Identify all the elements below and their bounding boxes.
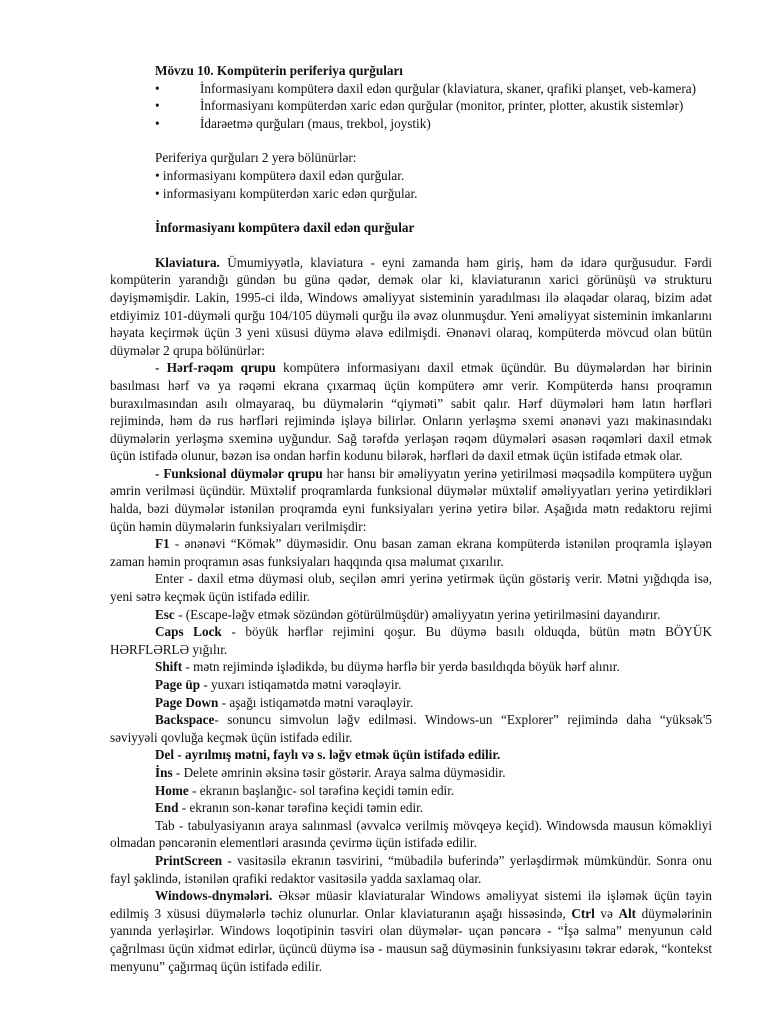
function-group-paragraph <box>110 465 712 535</box>
key-term: PrintScreen <box>155 852 223 868</box>
windows-keys-paragraph <box>110 887 712 975</box>
key-text: - yuxarı istiqamətdə mətni vərəqləyir. <box>200 677 402 692</box>
alphanumeric-group-paragraph <box>110 359 712 465</box>
windows-keys-term: Windows-dnymələri. <box>155 888 273 904</box>
key-text: Tab - tabulyasiyanın araya salınmasl (əvvəlcə verilmiş mövqeyə keçid). Windowsda mausun köməkliyi olmadan pəncərənin elementləri arasında çevirmə üçün istifadə edilir. <box>110 817 712 851</box>
key-page-up <box>110 676 712 694</box>
key-enter <box>110 570 712 605</box>
key-text: - ənənəvi “Kömək” düyməsidir. Onu basan zaman ekrana kompüterdə istənilən proqramla işləyən zaman həmin proqramın əsas funksiyaları haqqında qısa məlumat çıxarılır. <box>110 536 712 569</box>
key-caps-lock <box>110 623 712 658</box>
keyboard-paragraph <box>110 254 712 360</box>
key-term: F1 <box>155 536 170 552</box>
key-text: - ekranın başlanğıc- sol tərəfinə keçidi təmin edir. <box>188 782 455 798</box>
key-term: Home <box>155 782 189 798</box>
key-esc <box>110 606 712 624</box>
bullet-control-devices <box>110 115 712 133</box>
division-item: • informasiyanı kompüterə daxil edən qurğular. <box>155 167 405 183</box>
key-term: Del - ayrılmış mətni, faylı və s. ləğv etmək üçün istifadə edilir. <box>155 747 501 763</box>
key-term: Backspace <box>155 712 215 728</box>
bullet-input-devices <box>110 80 712 98</box>
alphanumeric-group-term: - Hərf-rəqəm qrupu <box>155 360 276 376</box>
key-shift <box>110 658 712 676</box>
key-text: - sonuncu simvolun ləğv edilməsi. Windows-un “Explorer” rejimində daha “yüksək'5 səviyyəli qovluğa keçmək üçün istifadə edilir. <box>110 712 712 745</box>
key-tab <box>110 817 712 852</box>
key-text: - (Escape-ləğv etmək sözündən götürülmüşdür) əməliyyatın yerinə yetirilməsini dayandırır. <box>174 606 661 622</box>
key-text: - Delete əmrinin əksinə təsir göstərir. Araya salma düyməsidir. <box>172 764 506 780</box>
key-home <box>110 782 712 800</box>
bullet-mark: • <box>155 115 160 131</box>
division-intro: Periferiya qurğuları 2 yerə bölünürlər: <box>155 150 357 166</box>
key-term: End <box>155 800 179 816</box>
bullet-output-devices <box>110 97 712 115</box>
bullet-text: İnformasiyanı kompüterə daxil edən qurğular (klaviatura, skaner, qrafiki planşet, veb-kamera) <box>200 80 697 96</box>
windows-keys-text-2: düymələrinin yanında yerləşirlər. Windows loqotipinin təsviri olan düymələr- uçan pəncərə - “İşə salma” menyunun cəld çağrılması üçün xidmət edirlər, üçüncü düymə isə - mausun sağ düyməsinin funksiyasını təkrar edərək, “kontekst menyunu” çağırmaq üçün istifadə edilir. <box>110 905 712 974</box>
key-printscreen <box>110 852 712 887</box>
key-backspace <box>110 711 712 746</box>
division-item: • informasiyanı kompüterdən xaric edən qurğular. <box>155 185 418 201</box>
key-ins <box>110 764 712 782</box>
key-term: Shift <box>155 659 183 675</box>
key-page-down <box>110 694 712 712</box>
key-end <box>110 799 712 817</box>
function-group-text: hər hansı bir əməliyyatın yerinə yetirilməsi məqsədilə kompüterə uyğun əmrin verilməsi üçündür. Müxtəlif proqramlarda funksional düymələr müxtəlif əməliyyatları yerinə yetirdikləri halda, bəzi düymələr istənilən proqramda eyni funksiyaları yerinə yetirə bilər. Aşağıda mətn redaktoru rejimi üçün həmin düymələrin funksiyaları verilmişdir: <box>110 465 712 534</box>
key-text: Enter - daxil etmə düyməsi olub, seçilən əmri yerinə yetirmək üçün göstəriş verir. Mətni yığdıqda isə, yeni sətrə keçmək üçün istifadə edilir. <box>110 571 712 605</box>
bullet-mark: • <box>155 80 160 96</box>
windows-keys-text: Əksər müasir klaviaturalar Windows əməliyyat sistemi ilə işləmək üçün təyin edilmiş 3 xüsusi düymələrlə təchiz olunurlar. Onlar klaviaturanın aşağı hissəsində, <box>110 888 712 921</box>
conjunction-text: və <box>594 905 619 921</box>
key-term: İns <box>155 764 173 780</box>
section-heading: İnformasiyanı kompüterə daxil edən qurğular <box>155 220 415 236</box>
key-text: - vasitəsilə ekranın təsvirini, “mübadilə buferində” yerləşdirmək mümkündür. Sonra onu fayl şəklində, istənilən qrafiki redaktor vasitəsilə yadda saxlamaq olar. <box>110 852 712 886</box>
bullet-text: İnformasiyanı kompüterdən xaric edən qurğular (monitor, printer, plotter, akustik sistemlər) <box>200 98 684 114</box>
key-text: - böyük hərflər rejimini qoşur. Bu düymə basılı olduqda, bütün mətn BÖYÜK HƏRFLƏRLƏ yığılır. <box>110 624 712 657</box>
key-term: Esc <box>155 606 175 622</box>
function-group-term: - Funksional düymələr qrupu <box>155 465 323 481</box>
key-f1 <box>110 535 712 570</box>
alphanumeric-group-text: kompüterə informasiyanı daxil etmək üçündür. Bu düymələrdən hər birinin basılması hərf və ya rəqəmi ekrana çıxarmaq üçün kompüterə əmr verir. Kompüterdə hansı proqramın buraxılmasından asılı olmayaraq, bu düymələrin “qiyməti” sabit qalır. Hərf düymələri həm latın hərfləri rejimində, həm də rus hərfləri rejimində işləyə bilirlər. Onların yerləşmə sxemi ənənəvi yazı makinasındakı düymələrin yerləşmə sxeminə uyğundur. Sağ tərəfdə yerləşən rəqəm düymələri əsasən rəqəmləri daxil etmək üçün istifadə olunur, bəzən isə ondan hərfin kodunu bilərək, hərfləri də daxil etmək üçün istifadə etmək olar. <box>110 360 712 464</box>
key-term: Caps Lock <box>155 624 222 640</box>
key-text: - ekranın son-kənar tərəfinə keçidi təmin edir. <box>178 800 424 816</box>
keyboard-text: Ümumiyyətlə, klaviatura - eyni zamanda həm giriş, həm də idarə qurğusudur. Fərdi kompüterin yarandığı gündən bu günə qədər, demək olar ki, klaviaturanın xarici görünüşü və strukturu dəyişməmişdir. Lakin, 1995-ci ildə, Windows əməliyyat sisteminin yaradılması ilə əlaqədar olaraq, bizim adət etdiyimiz 101-düyməli qurğu 104/105 düyməli qurğu ilə əvəz olunmuşdur. Yeni əməliyyat sisteminin imkanlarını həyata keçirmək üçün 3 yeni xüsusi düymə əlavə edilmişdi. Ənənəvi olaraq, kompüterdə mövcud olan bütün düymələr 2 qrupa bölünürlər: <box>110 254 712 358</box>
key-term: Page Down <box>155 694 219 710</box>
bullet-mark: • <box>155 98 160 114</box>
keyboard-term: Klaviatura. <box>155 254 220 270</box>
key-term: Page üp <box>155 677 201 692</box>
document-title: Mövzu 10. Kompüterin periferiya qurğuları <box>155 63 403 78</box>
key-text: - aşağı istiqamətdə mətni vərəqləyir. <box>218 694 414 710</box>
ctrl-key-term: Ctrl <box>571 905 595 921</box>
alt-key-term: Alt <box>618 905 637 921</box>
bullet-text: İdarəetmə qurğuları (maus, trekbol, joystik) <box>200 115 431 131</box>
key-del <box>110 746 712 764</box>
key-text: - mətn rejimində işlədikdə, bu düymə hərflə bir yerdə basıldıqda böyük hərf alınır. <box>182 659 620 675</box>
